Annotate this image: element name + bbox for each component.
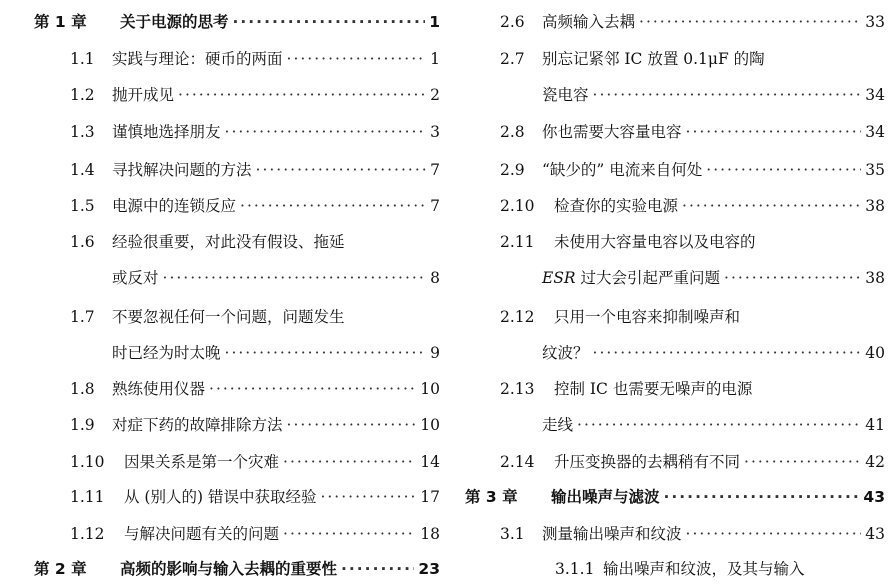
toc-entry[interactable] (34, 557, 440, 581)
toc-entry-page: 9 (430, 344, 440, 362)
toc-entry-title: ESR 过大会引起严重问题 (542, 269, 721, 287)
toc-entry-page: 17 (420, 488, 440, 506)
toc-dot-leader (287, 50, 427, 68)
toc-entry-title: 输出噪声和纹波，及其与输入 (603, 560, 805, 578)
toc-entry-number: 2.7 (500, 50, 525, 68)
toc-entry-number: 1.10 (70, 453, 105, 471)
toc-entry[interactable] (500, 450, 885, 474)
toc-entry[interactable] (70, 377, 440, 401)
toc-entry-page: 34 (865, 123, 885, 141)
toc-entry[interactable] (500, 10, 885, 34)
toc-entry[interactable] (70, 305, 440, 329)
toc-entry-number: 第 3 章 (465, 488, 518, 506)
toc-entry-title: 纹波？ (542, 344, 589, 362)
toc-entry[interactable] (70, 450, 440, 474)
toc-entry-number: 1.7 (70, 308, 95, 326)
toc-entry-page: 23 (418, 560, 440, 578)
toc-entry[interactable] (500, 522, 885, 546)
toc-entry-title: 关于电源的思考 (120, 13, 229, 31)
toc-dot-leader (320, 488, 416, 506)
toc-entry-page: 34 (865, 86, 885, 104)
toc-dot-leader (593, 86, 862, 104)
toc-entry[interactable] (112, 266, 440, 290)
toc-entry-number: 1.12 (70, 525, 105, 543)
toc-entry[interactable] (70, 47, 440, 71)
toc-entry[interactable] (500, 120, 885, 144)
toc-entry-number: 2.9 (500, 161, 525, 179)
toc-entry-title: 你也需要大容量电容 (542, 123, 682, 141)
toc-entry-number: 2.10 (500, 197, 535, 215)
toc-entry[interactable] (500, 194, 885, 218)
toc-entry[interactable] (34, 10, 440, 34)
toc-entry-title: 经验很重要，对此没有假设、拖延 (112, 233, 345, 251)
toc-entry-page: 14 (420, 453, 440, 471)
toc-dot-leader (163, 269, 427, 287)
toc-entry-number: 2.14 (500, 453, 535, 471)
toc-entry-number: 第 2 章 (34, 560, 87, 578)
toc-entry[interactable] (70, 120, 440, 144)
toc-entry-number: 1.6 (70, 233, 95, 251)
toc-entry-number: 2.8 (500, 123, 525, 141)
toc-entry-number: 1.8 (70, 380, 95, 398)
toc-dot-leader (577, 416, 861, 434)
toc-entry-title: 时已经为时太晚 (112, 344, 221, 362)
toc-entry-number: 2.11 (500, 233, 535, 251)
toc-dot-leader (225, 123, 427, 141)
toc-entry-page: 1 (429, 13, 440, 31)
toc-entry[interactable] (70, 158, 440, 182)
toc-entry-title: 对症下药的故障排除方法 (112, 416, 283, 434)
toc-entry-title: “缺少的” 电流来自何处 (542, 161, 703, 179)
toc-dot-leader (744, 453, 861, 471)
toc-entry-title: 走线 (542, 416, 574, 434)
toc-entry-title: 因果关系是第一个灾难 (124, 453, 280, 471)
toc-entry-number: 1.4 (70, 161, 95, 179)
toc-entry-page: 38 (865, 269, 885, 287)
toc-dot-leader (593, 344, 862, 362)
toc-entry-title: 高频的影响与输入去耦的重要性 (120, 560, 338, 578)
toc-dot-leader (283, 525, 416, 543)
toc-entry-title: 控制 IC 也需要无噪声的电源 (554, 380, 753, 398)
toc-entry-title: 或反对 (112, 269, 159, 287)
toc-entry[interactable] (70, 230, 440, 254)
toc-entry-page: 8 (430, 269, 440, 287)
toc-entry-page: 3 (430, 123, 440, 141)
toc-entry[interactable] (542, 341, 885, 365)
toc-entry-page: 35 (865, 161, 885, 179)
toc-dot-leader (287, 416, 417, 434)
toc-entry-title: 测量输出噪声和纹波 (542, 525, 682, 543)
toc-entry[interactable] (555, 557, 885, 581)
toc-entry-number: 1.9 (70, 416, 95, 434)
toc-entry[interactable] (500, 230, 885, 254)
toc-entry-title: 只用一个电容来抑制噪声和 (554, 308, 741, 326)
toc-entry-title: 检查你的实验电源 (554, 197, 679, 215)
toc-entry[interactable] (542, 83, 885, 107)
toc-entry[interactable] (500, 305, 885, 329)
toc-entry-title: 谨慎地选择朋友 (112, 123, 221, 141)
toc-entry-number: 3.1.1 (555, 560, 595, 578)
toc-entry-title: 寻找解决问题的方法 (112, 161, 252, 179)
toc-dot-leader (686, 123, 862, 141)
toc-entry-page: 2 (430, 86, 440, 104)
toc-entry-title: 未使用大容量电容以及电容的 (554, 233, 756, 251)
toc-entry-page: 38 (865, 197, 885, 215)
toc-dot-leader (233, 13, 426, 31)
toc-entry-number: 第 1 章 (34, 13, 87, 31)
toc-entry-title: 输出噪声与滤波 (551, 488, 660, 506)
toc-entry-page: 42 (865, 453, 885, 471)
toc-dot-leader (341, 560, 414, 578)
toc-entry-number: 1.5 (70, 197, 95, 215)
toc-entry-number: 1.1 (70, 50, 95, 68)
toc-entry-title: 从 (别人的) 错误中获取经验 (124, 488, 317, 506)
toc-entry[interactable] (465, 485, 885, 509)
toc-entry-number: 1.3 (70, 123, 95, 141)
toc-dot-leader (724, 269, 861, 287)
toc-entry-page: 40 (865, 344, 885, 362)
toc-entry-number: 2.6 (500, 13, 525, 31)
toc-entry-title: 与解决问题有关的问题 (124, 525, 280, 543)
toc-entry[interactable] (70, 194, 440, 218)
toc-entry[interactable] (500, 158, 885, 182)
toc-entry-page: 1 (430, 50, 440, 68)
toc-dot-leader (664, 488, 860, 506)
toc-entry-title: 不要忽视任何一个问题，问题发生 (112, 308, 345, 326)
toc-entry-title: 熟练使用仪器 (112, 380, 206, 398)
toc-dot-leader (682, 197, 861, 215)
toc-entry-number: 3.1 (500, 525, 525, 543)
toc-entry[interactable] (70, 413, 440, 437)
toc-entry-title: 瓷电容 (542, 86, 589, 104)
toc-entry[interactable] (542, 266, 885, 290)
toc-entry-page: 18 (420, 525, 440, 543)
toc-entry[interactable] (542, 413, 885, 437)
toc-entry[interactable] (112, 341, 440, 365)
toc-entry-page: 43 (863, 488, 885, 506)
toc-entry-page: 41 (865, 416, 885, 434)
toc-dot-leader (225, 344, 427, 362)
toc-dot-leader (256, 161, 427, 179)
toc-entry[interactable] (70, 83, 440, 107)
toc-dot-leader (639, 13, 861, 31)
toc-entry-page: 10 (420, 416, 440, 434)
toc-entry-title: 实践与理论：硬币的两面 (112, 50, 283, 68)
toc-entry-number: 2.12 (500, 308, 535, 326)
toc-dot-leader (209, 380, 416, 398)
toc-dot-leader (240, 197, 426, 215)
toc-dot-leader (706, 161, 861, 179)
toc-entry-page: 10 (420, 380, 440, 398)
toc-dot-leader (686, 525, 862, 543)
toc-entry[interactable] (70, 522, 440, 546)
toc-entry-page: 7 (430, 197, 440, 215)
toc-entry[interactable] (500, 47, 885, 71)
toc-entry[interactable] (70, 485, 440, 509)
toc-entry-number: 1.2 (70, 86, 95, 104)
toc-entry-title: 高频输入去耦 (542, 13, 636, 31)
toc-dot-leader (283, 453, 416, 471)
toc-entry-page: 33 (865, 13, 885, 31)
toc-entry-number: 1.11 (70, 488, 105, 506)
toc-entry-number: 2.13 (500, 380, 535, 398)
toc-entry-title: 抛开成见 (112, 86, 175, 104)
toc-entry-title: 电源中的连锁反应 (112, 197, 237, 215)
toc-entry-title: 升压变换器的去耦稍有不同 (554, 453, 741, 471)
toc-entry-page: 43 (865, 525, 885, 543)
toc-entry-page: 7 (430, 161, 440, 179)
toc-entry-title: 别忘记紧邻 IC 放置 0.1μF 的陶 (542, 50, 765, 68)
toc-entry[interactable] (500, 377, 885, 401)
toc-dot-leader (178, 86, 426, 104)
